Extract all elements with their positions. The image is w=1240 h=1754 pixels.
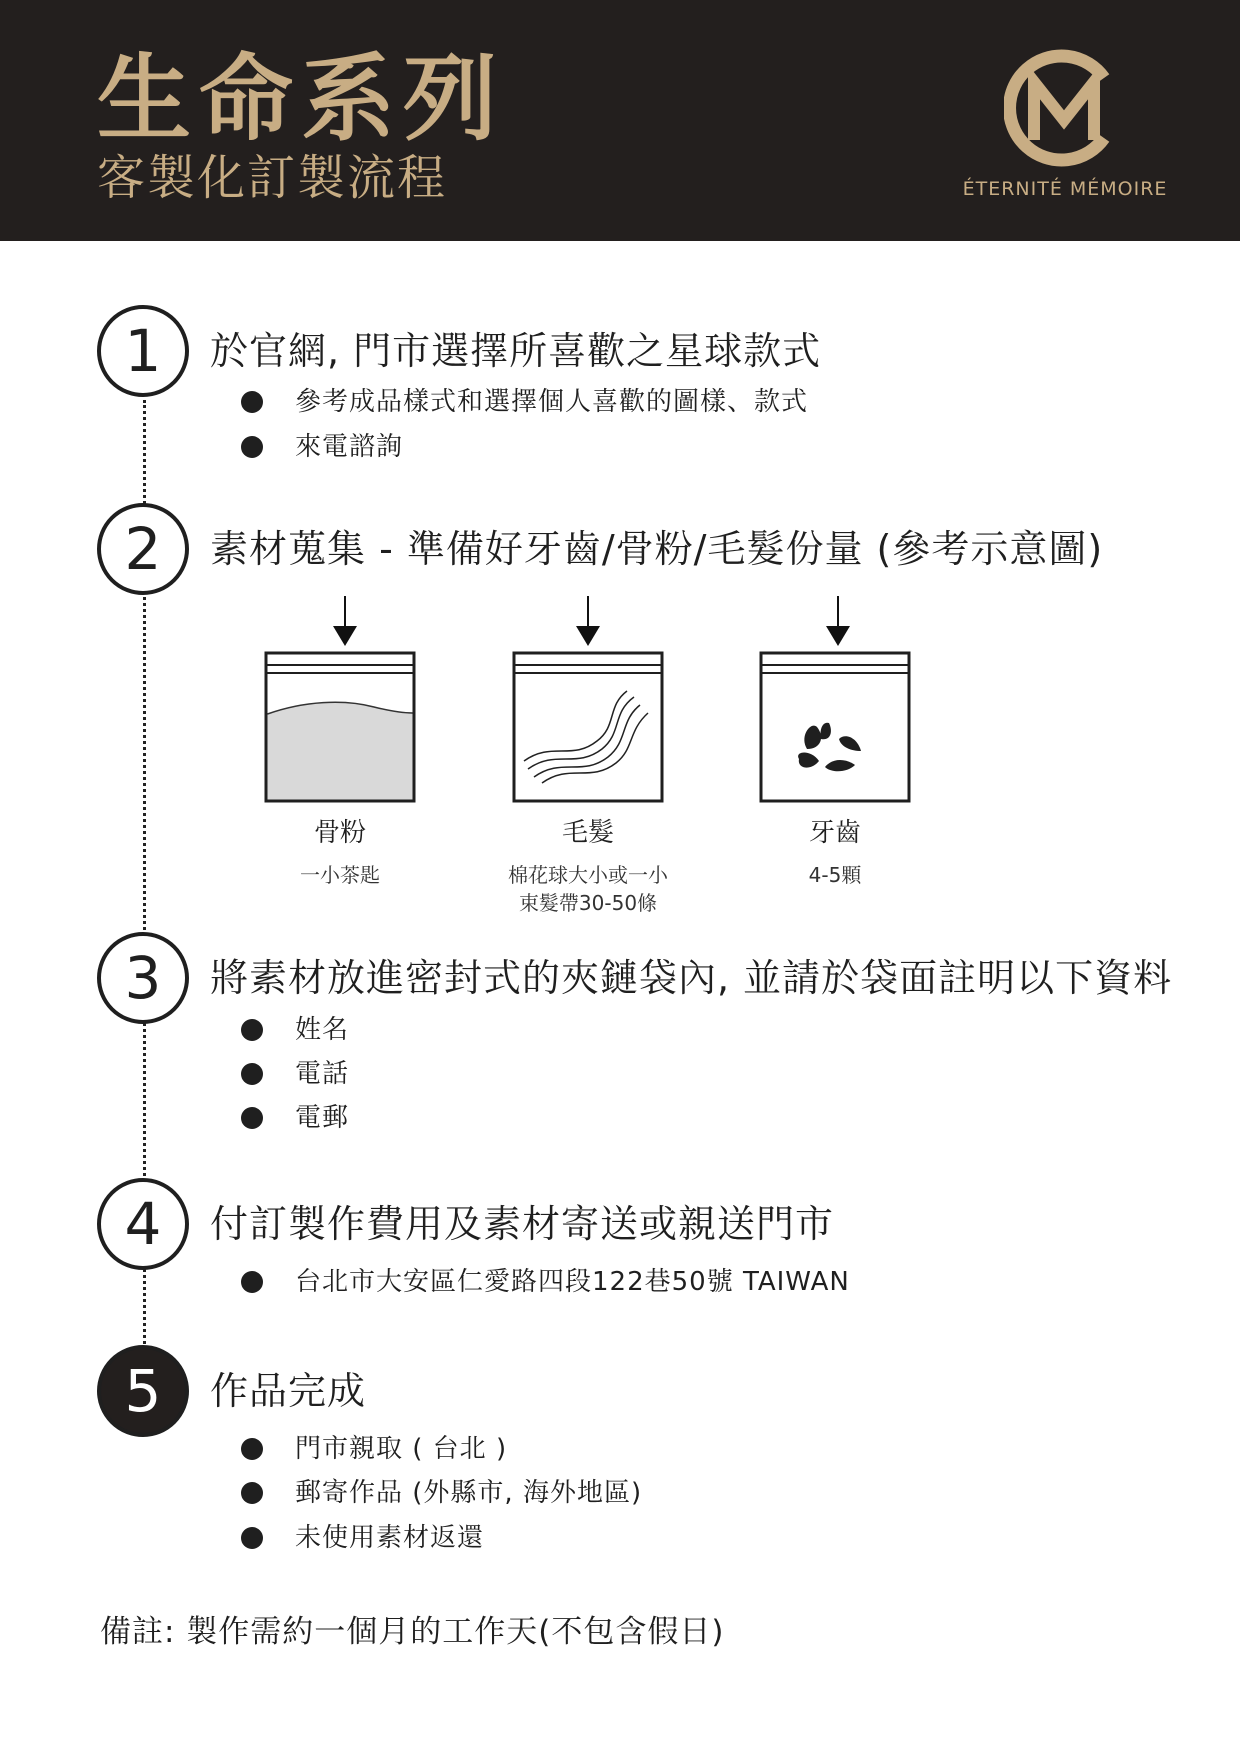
arrow-down-icon <box>330 596 360 646</box>
bullet-dot <box>241 1527 263 1549</box>
bullet-dot <box>241 391 263 413</box>
material-3-amount: 4-5顆 <box>808 863 862 887</box>
step-1-bullet-2: 來電諮詢 <box>295 432 404 462</box>
step-5-bullet-1: 門市親取 ( 台北 ) <box>295 1434 508 1464</box>
material-3-label: 牙齒 <box>808 818 861 848</box>
material-2-amount-line-1: 棉花球大小或一小 <box>508 863 668 887</box>
step-1-number: 1 <box>97 305 189 397</box>
arrow-down-icon <box>573 596 603 646</box>
step-2-heading: 素材蒐集 - 準備好牙齒/骨粉/毛髮份量 (參考示意圖) <box>210 527 1104 571</box>
step-1-heading: 於官網, 門市選擇所喜歡之星球款式 <box>210 329 822 373</box>
page-title: 生命系列 <box>97 45 506 154</box>
bullet-dot <box>241 436 263 458</box>
bullet-dot <box>241 1063 263 1085</box>
powder-bag-icon <box>264 651 416 803</box>
teeth-bag-icon <box>759 651 911 803</box>
header-banner <box>0 0 1240 241</box>
arrow-down-icon <box>823 596 853 646</box>
material-1-amount: 一小茶匙 <box>300 863 380 887</box>
step-4-heading: 付訂製作費用及素材寄送或親送門市 <box>210 1202 835 1246</box>
bullet-dot <box>241 1019 263 1041</box>
page-subtitle: 客製化訂製流程 <box>97 150 448 206</box>
step-4-address: 台北市大安區仁愛路四段122巷50號 TAIWAN <box>295 1267 850 1297</box>
step-1-bullet-1: 參考成品樣式和選擇個人喜歡的圖樣、款式 <box>295 387 809 417</box>
step-4-number: 4 <box>97 1178 189 1270</box>
material-2-amount-line-2: 束髮帶30-50條 <box>518 891 658 915</box>
bullet-dot <box>241 1107 263 1129</box>
brand-logo-icon <box>1004 48 1124 168</box>
step-3-bullet-1: 姓名 <box>295 1015 350 1045</box>
bullet-dot <box>241 1271 263 1293</box>
step-3-bullet-3: 電郵 <box>295 1103 350 1133</box>
material-2-label: 毛髮 <box>561 818 614 848</box>
hair-bag-icon <box>512 651 664 803</box>
step-5-heading: 作品完成 <box>210 1369 367 1413</box>
step-5-bullet-3: 未使用素材返還 <box>295 1523 485 1553</box>
material-1-label: 骨粉 <box>313 818 366 848</box>
bullet-dot <box>241 1482 263 1504</box>
step-5-bullet-2: 郵寄作品 (外縣市, 海外地區) <box>295 1478 643 1508</box>
step-2-number: 2 <box>97 503 189 595</box>
step-3-bullet-2: 電話 <box>295 1059 350 1089</box>
footer-note: 備註: 製作需約一個月的工作天(不包含假日) <box>100 1614 725 1650</box>
brand-name: ÉTERNITÉ MÉMOIRE <box>962 178 1168 200</box>
step-3-number: 3 <box>97 932 189 1024</box>
step-3-heading: 將素材放進密封式的夾鏈袋內, 並請於袋面註明以下資料 <box>210 956 1173 1000</box>
step-5-number: 5 <box>97 1345 189 1437</box>
bullet-dot <box>241 1438 263 1460</box>
